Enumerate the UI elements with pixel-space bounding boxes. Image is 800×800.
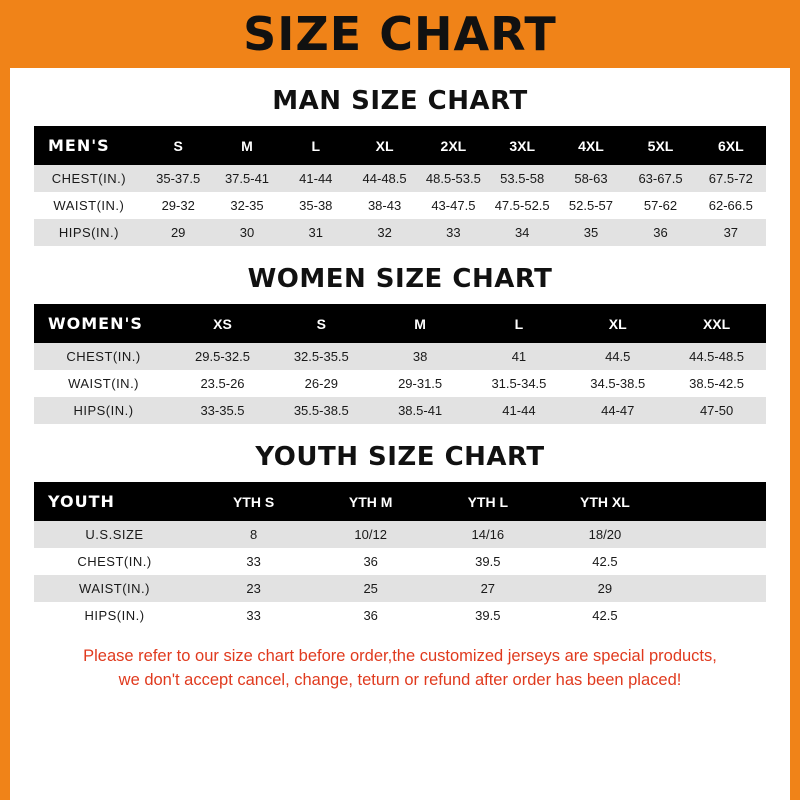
women-section-title: WOMEN SIZE CHART [247,264,553,294]
table-cell: 29 [546,575,663,602]
men-row-label-waist: WAIST(IN.) [34,192,144,219]
table-row [34,602,766,629]
table-row [34,165,766,192]
women-header-s: S [272,304,371,343]
table-cell: 8 [195,521,312,548]
women-row-label-chest: CHEST(IN.) [34,343,173,370]
youth-header-spacer [663,482,766,521]
table-cell: 33 [419,219,488,246]
table-cell: 35-38 [281,192,350,219]
table-row [34,521,766,548]
table-cell: 10/12 [312,521,429,548]
women-header-l: L [470,304,569,343]
women-row-label-waist: WAIST(IN.) [34,370,173,397]
table-cell: 39.5 [429,548,546,575]
table-cell: 52.5-57 [557,192,626,219]
footer-note-line2: we don't accept cancel, change, teturn or refund after order has been placed! [118,670,682,689]
table-cell: 36 [312,602,429,629]
youth-row-label-ussize: U.S.SIZE [34,521,195,548]
table-cell: 23.5-26 [173,370,272,397]
table-cell: 18/20 [546,521,663,548]
table-row [34,343,766,370]
table-cell: 29-31.5 [371,370,470,397]
table-cell: 39.5 [429,602,546,629]
women-header-label: WOMEN'S [34,304,173,343]
men-header-6xl: 6XL [696,126,766,165]
men-row-label-chest: CHEST(IN.) [34,165,144,192]
table-cell: 41 [470,343,569,370]
table-cell: 41-44 [470,397,569,424]
table-cell: 62-66.5 [696,192,766,219]
men-header-s: S [144,126,213,165]
men-header-3xl: 3XL [488,126,557,165]
table-cell: 47-50 [667,397,766,424]
table-row [34,397,766,424]
table-cell: 27 [429,575,546,602]
page-title: SIZE CHART [243,7,557,61]
table-cell: 58-63 [557,165,626,192]
footer-note [34,645,766,693]
table-cell-spacer [663,521,766,548]
table-cell: 57-62 [625,192,695,219]
table-cell: 31 [281,219,350,246]
table-cell: 44.5-48.5 [667,343,766,370]
youth-header-s: YTH S [195,482,312,521]
women-header-xxl: XXL [667,304,766,343]
youth-row-label-chest: CHEST(IN.) [34,548,195,575]
content-area [10,86,790,693]
table-cell: 31.5-34.5 [470,370,569,397]
table-row [34,192,766,219]
men-size-table [34,126,766,246]
table-cell: 47.5-52.5 [488,192,557,219]
table-cell: 48.5-53.5 [419,165,488,192]
table-cell: 36 [625,219,695,246]
table-cell: 29.5-32.5 [173,343,272,370]
table-cell: 35-37.5 [144,165,213,192]
table-cell: 23 [195,575,312,602]
women-header-xs: XS [173,304,272,343]
table-cell: 25 [312,575,429,602]
men-header-4xl: 4XL [557,126,626,165]
table-cell: 30 [213,219,282,246]
page-banner [0,0,800,68]
table-row [34,548,766,575]
table-cell-spacer [663,602,766,629]
men-header-l: L [281,126,350,165]
table-cell: 32.5-35.5 [272,343,371,370]
men-header-label: MEN'S [34,126,144,165]
table-cell: 32-35 [213,192,282,219]
table-cell: 35.5-38.5 [272,397,371,424]
youth-section-title: YOUTH SIZE CHART [255,442,545,472]
table-header-row [34,304,766,343]
women-row-label-hips: HIPS(IN.) [34,397,173,424]
table-header-row [34,126,766,165]
footer-note-line1: Please refer to our size chart before order,the customized jerseys are special products, [83,647,717,665]
table-cell: 44.5 [568,343,667,370]
youth-header-label: YOUTH [34,482,195,521]
youth-header-m: YTH M [312,482,429,521]
youth-header-l: YTH L [429,482,546,521]
table-row [34,370,766,397]
men-row-label-hips: HIPS(IN.) [34,219,144,246]
men-header-5xl: 5XL [625,126,695,165]
table-cell-spacer [663,575,766,602]
men-header-m: M [213,126,282,165]
men-section-title: MAN SIZE CHART [272,86,528,116]
table-cell: 67.5-72 [696,165,766,192]
table-cell: 53.5-58 [488,165,557,192]
table-cell: 42.5 [546,548,663,575]
men-header-xl: XL [350,126,419,165]
table-cell: 41-44 [281,165,350,192]
table-cell: 26-29 [272,370,371,397]
table-cell: 34 [488,219,557,246]
table-cell: 32 [350,219,419,246]
table-row [34,575,766,602]
women-size-table [34,304,766,424]
youth-row-label-waist: WAIST(IN.) [34,575,195,602]
table-cell: 33-35.5 [173,397,272,424]
table-row [34,219,766,246]
table-cell-spacer [663,548,766,575]
table-cell: 44-47 [568,397,667,424]
women-header-xl: XL [568,304,667,343]
table-cell: 29 [144,219,213,246]
table-cell: 38-43 [350,192,419,219]
table-cell: 42.5 [546,602,663,629]
table-cell: 38.5-42.5 [667,370,766,397]
table-cell: 29-32 [144,192,213,219]
table-cell: 36 [312,548,429,575]
table-cell: 34.5-38.5 [568,370,667,397]
table-cell: 43-47.5 [419,192,488,219]
table-cell: 37.5-41 [213,165,282,192]
table-cell: 37 [696,219,766,246]
table-cell: 33 [195,548,312,575]
men-header-2xl: 2XL [419,126,488,165]
table-cell: 35 [557,219,626,246]
table-cell: 38.5-41 [371,397,470,424]
youth-row-label-hips: HIPS(IN.) [34,602,195,629]
youth-header-xl: YTH XL [546,482,663,521]
table-header-row [34,482,766,521]
table-cell: 33 [195,602,312,629]
youth-size-table [34,482,766,629]
table-cell: 44-48.5 [350,165,419,192]
table-cell: 63-67.5 [625,165,695,192]
women-header-m: M [371,304,470,343]
table-cell: 14/16 [429,521,546,548]
table-cell: 38 [371,343,470,370]
